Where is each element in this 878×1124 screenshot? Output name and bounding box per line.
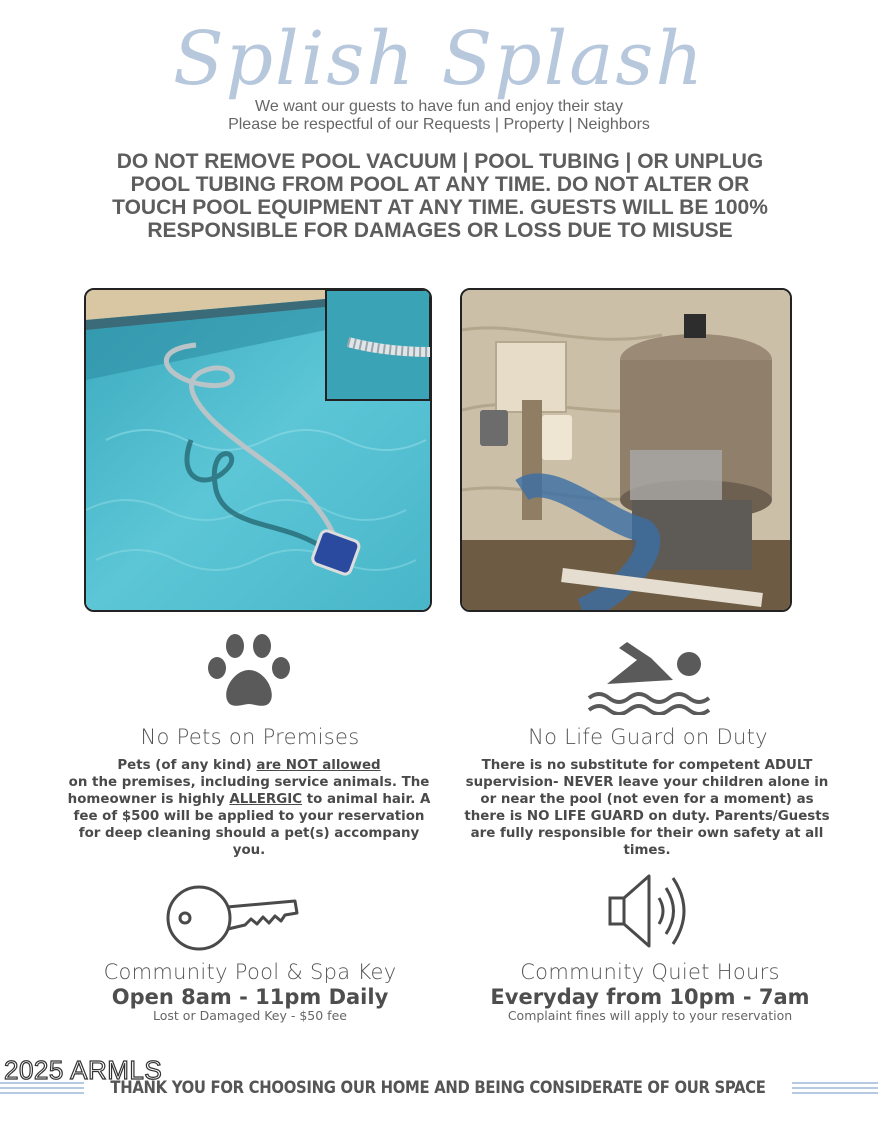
- mls-watermark: 2025 ARMLS: [4, 1055, 163, 1085]
- swimmer-icon: [585, 640, 710, 715]
- key-heading: Community Pool & Spa Key: [103, 960, 397, 984]
- key-fee-note: Lost or Damaged Key - $50 fee: [153, 1008, 347, 1023]
- quiet-hours: Everyday from 10pm - 7am: [490, 985, 810, 1009]
- subtitle-line-1: We want our guests to have fun and enjoy their stay: [255, 98, 623, 115]
- footer-thank-you: THANK YOU FOR CHOOSING OUR HOME AND BEING CONSIDERATE OF OUR SPACE: [110, 1078, 766, 1097]
- quiet-fine-note: Complaint fines will apply to your reservation: [507, 1008, 793, 1023]
- pool-equipment-warning: DO NOT REMOVE POOL VACUUM | POOL TUBING | OR UNPLUG POOL TUBING FROM POOL AT ANY TIME. DO NOT ALTER OR TOUCH POOL EQUIPMENT AT ANY TIME. GUESTS WILL BE 100% RESPONSIBLE FOR DAMAGES OR LOSS DUE TO MISUSE: [112, 150, 768, 242]
- footer-stripes-right: [792, 1082, 878, 1098]
- subtitle-line-2: Please be respectful of our Requests | Property | Neighbors: [228, 116, 650, 133]
- pets-text: Pets (of any kind) are NOT allowed on the premises, including service animals. The homeowner is highly ALLERGIC to animal hair. A fee of $500 will be applied to your reservation for deep cleaning should a pet(s) accompany you.: [67, 758, 431, 858]
- quiet-heading: Community Quiet Hours: [520, 960, 780, 984]
- sign-title: Splish Splash: [172, 16, 706, 102]
- pets-heading: No Pets on Premises: [140, 725, 360, 749]
- speaker-icon: [605, 870, 690, 950]
- key-hours: Open 8am - 11pm Daily: [111, 985, 389, 1009]
- key-icon: [165, 883, 300, 953]
- paw-icon: [205, 632, 295, 712]
- lifeguard-heading: No Life Guard on Duty: [528, 725, 768, 749]
- lifeguard-text: There is no substitute for competent ADULT supervision- NEVER leave your children alone in or near the pool (not even for a moment) as there is NO LIFE GUARD on duty. Parents/Guests are fully responsible for their own safety at all times.: [464, 758, 830, 858]
- pool-vacuum-photo: [84, 288, 432, 612]
- pool-filter-photo: [460, 288, 792, 612]
